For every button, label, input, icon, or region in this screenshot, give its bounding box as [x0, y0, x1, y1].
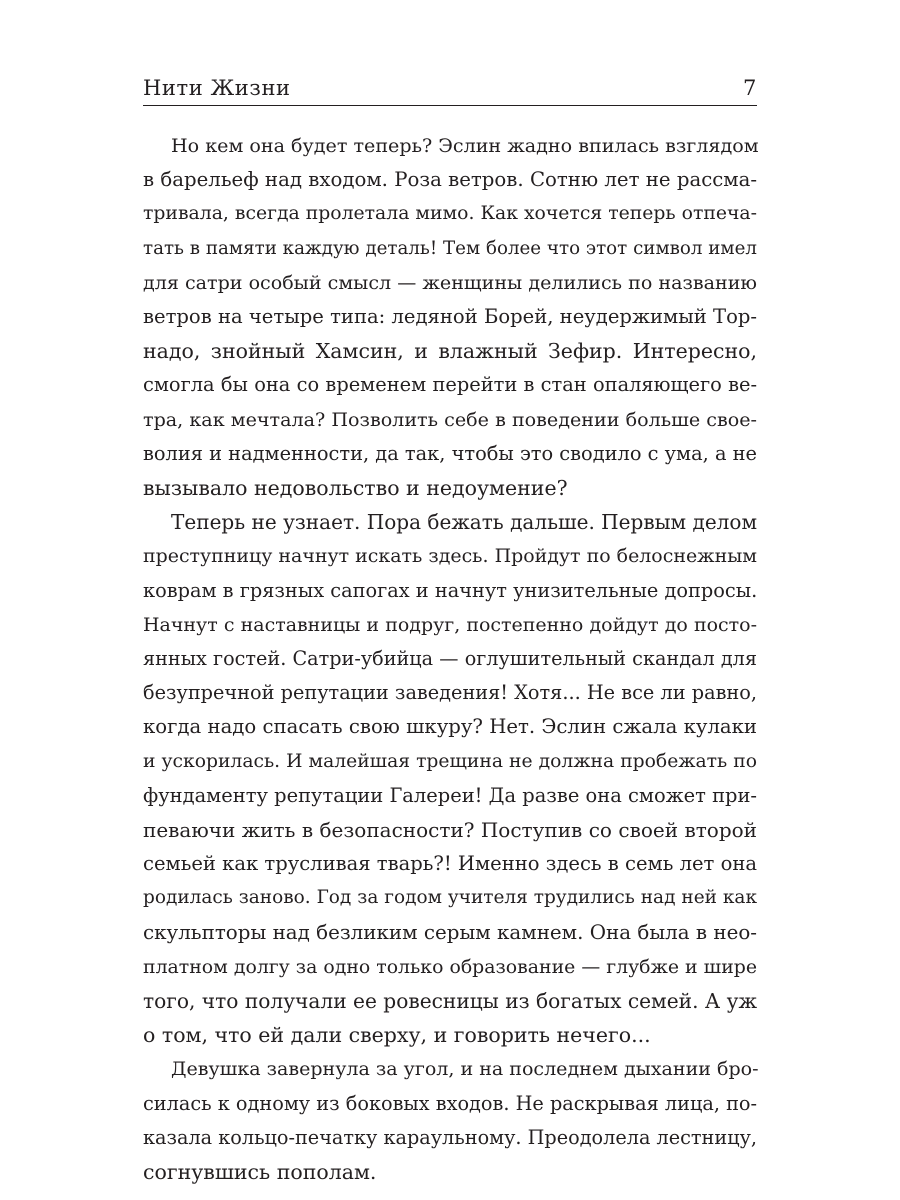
text-line: для сатри особый смысл — женщины делились по названию: [143, 271, 757, 294]
text-line: скульпторы над безликим серым камнем. Она была в нео-: [143, 920, 757, 944]
text-line: о том, что ей дали сверху, и говорить нечего...: [143, 1023, 651, 1048]
text-line: смогла бы она со временем перейти в стан опаляющего ве-: [143, 373, 757, 397]
running-header: [143, 66, 757, 100]
text-line: фундаменту репутации Галереи! Да разве она сможет при-: [143, 783, 757, 807]
text-line: в барельеф над входом. Роза ветров. Сотню лет не рассма-: [143, 168, 758, 192]
text-line: волия и надменности, да так, чтобы это сводило с ума, а не: [143, 441, 757, 465]
text-line: надо, знойный Хамсин, и влажный Зефир. Интересно,: [143, 339, 757, 364]
text-line: казала кольцо-печатку караульному. Преодолела лестницу,: [143, 1125, 757, 1149]
book-title: Нити Жизни: [143, 76, 291, 100]
body-text: [143, 129, 757, 1189]
text-line: Но кем она будет теперь? Эслин жадно впилась взглядом: [171, 134, 759, 157]
text-line: семьей как трусливая тварь?! Именно здесь в семь лет она: [143, 852, 757, 876]
text-line: певаючи жить в безопасности? Поступив со своей второй: [143, 818, 757, 843]
paragraph-2: [143, 505, 757, 1052]
text-line: и ускорилась. И малейшая трещина не должна пробежать по: [143, 750, 757, 772]
text-line: тать в памяти каждую деталь! Тем более что этот символ имел: [143, 237, 757, 259]
text-line: ветров на четыре типа: ледяной Борей, неудержимый Тор-: [143, 305, 757, 329]
text-line: платном долгу за одно только образование — глубже и шире: [143, 955, 757, 978]
text-line: когда надо спасать свою шкуру? Нет. Эслин сжала кулаки: [143, 715, 758, 739]
text-line: того, что получали ее ровесницы из богатых семей. А уж: [143, 989, 757, 1014]
text-line: силась к одному из боковых входов. Не раскрывая лица, по-: [143, 1091, 758, 1115]
text-line: безупречной репутации заведения! Хотя... Не все ли равно,: [143, 681, 757, 705]
header-rule: [143, 105, 757, 106]
paragraph-1: [143, 129, 757, 505]
text-line: Начнут с наставницы и подруг, постепенно дойдут до посто-: [143, 613, 757, 636]
text-line: родилась заново. Год за годом учителя трудились над ней как: [143, 887, 757, 909]
text-line: Девушка завернула за угол, и на последнем дыхании бро-: [171, 1058, 759, 1081]
paragraph-3: [143, 1052, 757, 1189]
text-line: вызывало недовольство и недоумение?: [143, 476, 568, 501]
text-line: коврам в грязных сапогах и начнут унизительные допросы.: [143, 578, 758, 602]
text-line: тра, как мечтала? Позволить себе в поведении больше свое-: [143, 407, 757, 431]
text-line: Теперь не узнает. Пора бежать дальше. Первым делом: [171, 510, 758, 535]
text-line: янных гостей. Сатри-убийца — оглушительный скандал для: [143, 647, 757, 671]
text-line: согнувшись пополам.: [143, 1160, 377, 1185]
text-line: тривала, всегда пролетала мимо. Как хочется теперь отпеча-: [143, 203, 757, 225]
text-line: преступницу начнут искать здесь. Пройдут по белоснежным: [143, 545, 757, 568]
page-number: 7: [743, 76, 757, 100]
